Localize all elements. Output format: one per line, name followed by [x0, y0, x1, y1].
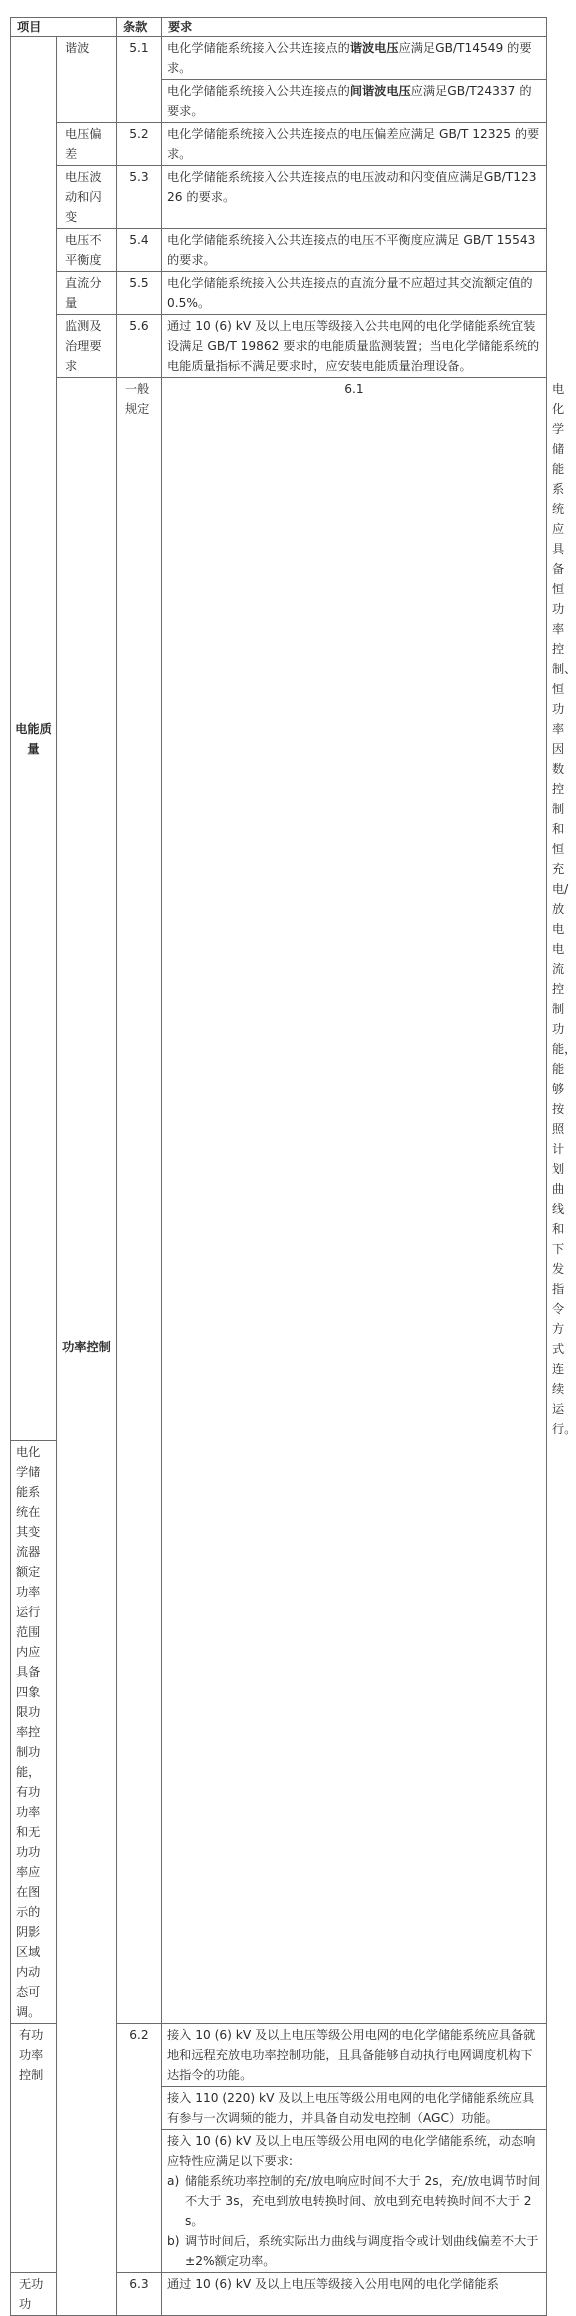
table-row — [11, 272, 547, 315]
table-row: 功率控制 一般规定 6.1 电化学储能系统应具备恒功率控制、恒功率因数控制和恒充电/放电电流控制功能，能够按照计划曲线和下发指令方式连续运行。 — [11, 378, 547, 1441]
list-text: 储能系统功率控制的充/放电响应时间不大于 2s，充/放电调节时间不大于 3s，充电到放电转换时间、放电到充电转换时间不大于 2s。 — [185, 2174, 541, 2228]
clause-6-3: 6.3 — [117, 2273, 162, 2316]
list-item — [167, 2171, 541, 2231]
clause-6-2: 6.2 — [117, 2024, 162, 2273]
requirement-text: 电化学储能系统接入公共连接点的 — [167, 41, 350, 55]
sub-item-voltage-deviation: 电压偏差 — [57, 123, 117, 166]
list-marker: b) — [167, 2234, 180, 2248]
sub-item-active-power: 有功功率控制 — [11, 2024, 57, 2273]
requirement-emphasis: 谐波电压 — [349, 41, 399, 55]
header-requirement: 要求 — [162, 18, 547, 37]
sub-item-general: 一般规定 — [117, 378, 162, 2024]
clause-5-4: 5.4 — [117, 229, 162, 272]
list-item — [167, 2231, 541, 2271]
requirement-text: 应满足GB/T24337 的要求。 — [167, 84, 532, 118]
clause-5-2: 5.2 — [117, 123, 162, 166]
category-power-control: 功率控制 — [57, 378, 117, 2316]
requirement-text: 通过 10 (6) kV 及以上电压等级接入公用电网的电化学储能系 — [162, 2273, 547, 2316]
sub-item-reactive-power: 无功功 — [11, 2273, 57, 2316]
requirement-text: 接入 10 (6) kV 及以上电压等级公用电网的电化学储能系统应具备就地和远程充放电功率控制功能，且具备能够自动执行电网调度机构下达指令的功能。 — [162, 2024, 547, 2087]
table-row — [11, 37, 547, 80]
requirement-text: 电化学储能系统在其变流器额定功率运行范围内应具备四象限功率控制功能，有功功率和无功功率应在图示的阴影区域内动态可调。 — [11, 1441, 57, 2024]
requirement-cell — [162, 80, 547, 123]
sub-item-voltage-unbalance: 电压不平衡度 — [57, 229, 117, 272]
requirement-emphasis: 间谐波电压 — [349, 84, 411, 98]
clause-5-1: 5.1 — [117, 37, 162, 123]
requirement-text: 电化学储能系统接入公共连接点的电压不平衡度应满足 GB/T 15543 的要求。 — [162, 229, 547, 272]
standards-table — [10, 17, 576, 2316]
requirement-intro: 接入 10 (6) kV 及以上电压等级公用电网的电化学储能系统，动态响应特性应满足以下要求: — [167, 2134, 536, 2168]
requirement-text: 应满足GB/T14549 的要求。 — [167, 41, 532, 75]
sub-item-harmonic: 谐波 — [57, 37, 117, 123]
requirement-text: 通过 10 (6) kV 及以上电压等级接入公共电网的电化学储能系统宜装设满足 GB/T 19862 要求的电能质量监测装置；当电化学储能系统的电能质量指标不满足要求时，应安装电能质量治理设备。 — [162, 315, 547, 378]
clause-5-3: 5.3 — [117, 166, 162, 229]
requirement-cell — [162, 2130, 547, 2273]
table-row — [11, 123, 547, 166]
requirement-text: 电化学储能系统接入公共连接点的直流分量不应超过其交流额定值的 0.5%。 — [162, 272, 547, 315]
clause-5-5: 5.5 — [117, 272, 162, 315]
requirement-cell — [162, 37, 547, 80]
header-row — [11, 18, 547, 37]
requirement-list — [167, 2171, 541, 2271]
requirement-text: 接入 110 (220) kV 及以上电压等级公用电网的电化学储能系统应具有参与一次调频的能力，并具备自动发电控制（AGC）功能。 — [162, 2087, 547, 2130]
list-text: 调节时间后，系统实际出力曲线与调度指令或计划曲线偏差不大于±2%额定功率。 — [185, 2234, 539, 2268]
table-row — [11, 166, 547, 229]
requirement-text: 电化学储能系统接入公共连接点的电压偏差应满足 GB/T 12325 的要求。 — [162, 123, 547, 166]
sub-item-voltage-fluctuation: 电压波动和闪变 — [57, 166, 117, 229]
list-marker: a) — [167, 2174, 180, 2188]
sub-item-monitoring: 监测及治理要求 — [57, 315, 117, 378]
table-row — [11, 229, 547, 272]
header-clause: 条款 — [117, 18, 162, 37]
clause-6-1: 6.1 — [162, 378, 547, 2024]
requirement-text: 电化学储能系统接入公共连接点的 — [167, 84, 350, 98]
requirement-text: 电化学储能系统接入公共连接点的电压波动和闪变值应满足GB/T12326 的要求。 — [162, 166, 547, 229]
category-power-quality: 电能质量 — [11, 37, 57, 1441]
sub-item-dc-component: 直流分量 — [57, 272, 117, 315]
standards-table-container — [10, 17, 576, 2316]
table-row — [11, 315, 547, 378]
clause-5-6: 5.6 — [117, 315, 162, 378]
header-item: 项目 — [11, 18, 117, 37]
